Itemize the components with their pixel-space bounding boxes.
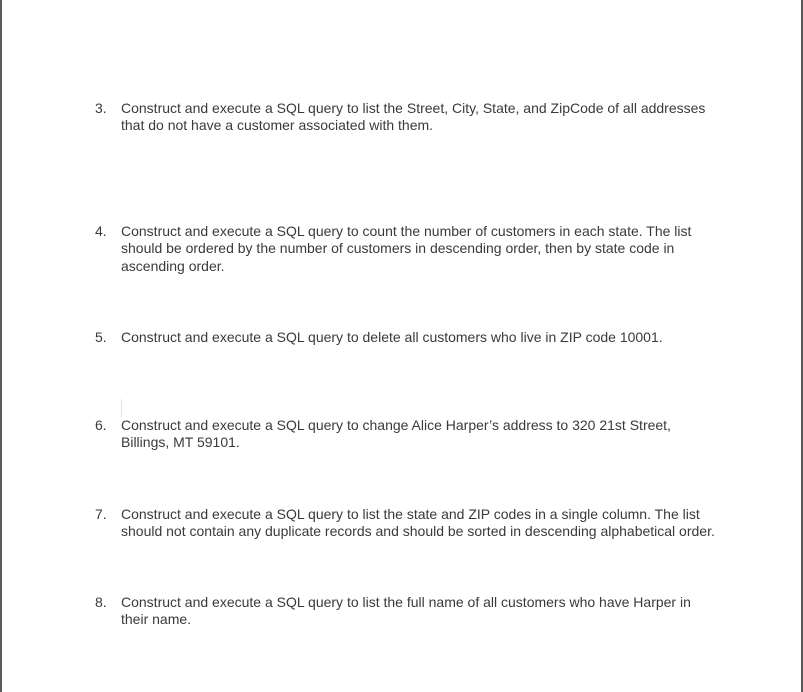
question-item-6 [95, 417, 715, 452]
question-text: Construct and execute a SQL query to list the state and ZIP codes in a single column. The list should not contain any duplicate records and should be sorted in descending alphabetical order. [121, 506, 715, 540]
question-item-7 [95, 506, 715, 541]
question-number: 7. [95, 506, 107, 522]
question-item-5 [95, 329, 715, 346]
question-number: 8. [95, 594, 107, 610]
question-number: 4. [95, 223, 107, 239]
question-text: Construct and execute a SQL query to delete all customers who live in ZIP code 10001. [121, 329, 663, 345]
question-number: 5. [95, 329, 107, 345]
question-text: Construct and execute a SQL query to change Alice Harper’s address to 320 21st Street, Billings, MT 59101. [121, 417, 671, 451]
question-text: Construct and execute a SQL query to count the number of customers in each state. The list should be ordered by the number of customers in descending order, then by state code in ascending order. [121, 223, 692, 274]
question-item-3 [95, 100, 715, 135]
question-item-4 [95, 223, 715, 275]
question-number: 6. [95, 417, 107, 433]
question-text: Construct and execute a SQL query to list the Street, City, State, and ZipCode of all addresses that do not have a customer associated with them. [121, 100, 706, 134]
text-cursor [121, 399, 122, 417]
question-text: Construct and execute a SQL query to list the full name of all customers who have Harper in their name. [121, 594, 691, 628]
question-item-8 [95, 594, 715, 629]
question-number: 3. [95, 100, 107, 116]
